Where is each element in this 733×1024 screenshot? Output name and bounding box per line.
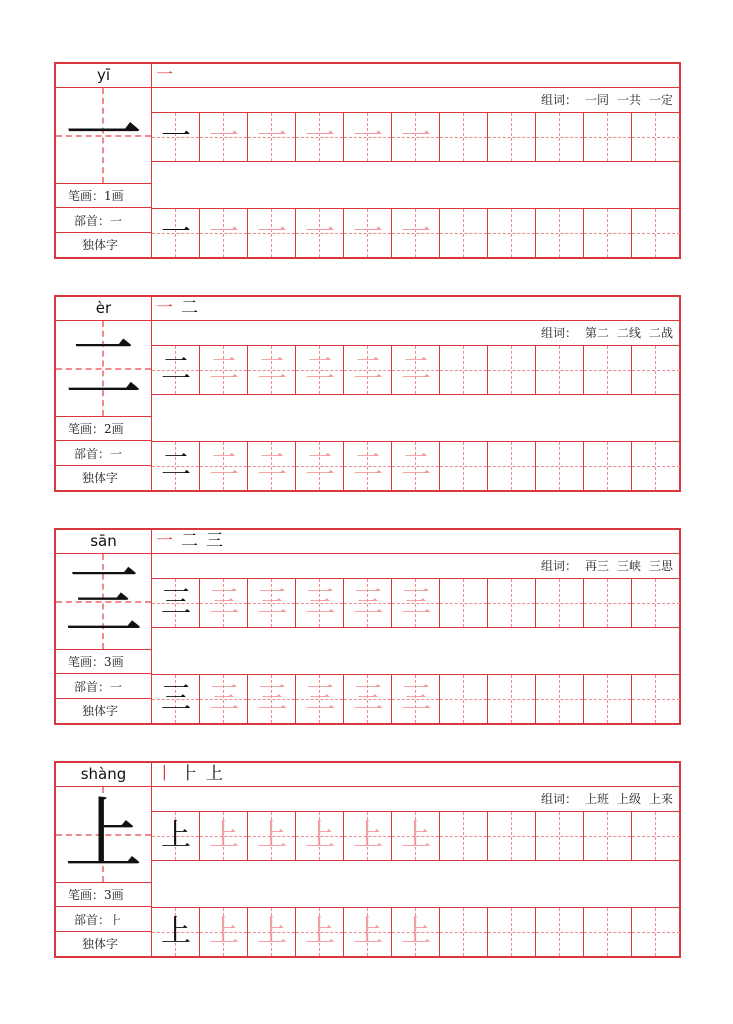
practice-cell[interactable]	[344, 113, 392, 161]
practice-cell[interactable]	[392, 675, 440, 723]
trace-glyph: 二	[353, 352, 383, 387]
big-character-box	[56, 554, 151, 650]
practice-cell[interactable]	[344, 908, 392, 956]
practice-row-bottom	[152, 441, 679, 490]
big-character: 二	[64, 324, 143, 414]
trace-glyph: 上	[401, 818, 431, 853]
practice-cell[interactable]	[248, 113, 296, 161]
practice-row-top	[152, 811, 679, 860]
practice-cell[interactable]	[200, 579, 248, 627]
word-example: 三思	[648, 559, 673, 573]
practice-cell[interactable]	[584, 675, 632, 723]
trace-glyph: 三	[305, 585, 335, 620]
big-character-box	[56, 321, 151, 417]
radical: 部首：⺊	[56, 908, 151, 932]
stroke-count: 笔画：2画	[56, 417, 151, 441]
practice-cell[interactable]	[584, 812, 632, 860]
practice-cell[interactable]	[440, 579, 488, 627]
practice-cell[interactable]	[392, 908, 440, 956]
word-example: 二线	[616, 326, 641, 340]
trace-glyph: 二	[305, 448, 335, 483]
stroke-step: ⺊	[181, 764, 198, 784]
practice-cell[interactable]	[152, 675, 200, 723]
practice-cell[interactable]	[536, 113, 584, 161]
practice-cell[interactable]	[296, 812, 344, 860]
radical: 部首：一	[56, 209, 151, 233]
practice-cell[interactable]	[392, 209, 440, 257]
word-examples	[152, 554, 679, 578]
practice-cell[interactable]	[440, 442, 488, 490]
trace-glyph: 上	[353, 914, 383, 949]
practice-cell[interactable]	[632, 442, 680, 490]
word-example: 上级	[616, 792, 641, 806]
word-example: 上来	[648, 792, 673, 806]
character-card-san	[54, 528, 681, 725]
card-left-column	[56, 763, 152, 956]
trace-glyph: 上	[257, 914, 287, 949]
practice-row-top	[152, 578, 679, 627]
example-glyph: 二	[161, 448, 191, 483]
practice-cell[interactable]	[488, 346, 536, 394]
practice-cell[interactable]	[152, 908, 200, 956]
practice-row-top	[152, 112, 679, 161]
word-example: 二战	[648, 326, 673, 340]
card-right-area	[152, 530, 679, 723]
trace-glyph: 一	[401, 215, 431, 250]
practice-cell[interactable]	[440, 812, 488, 860]
trace-glyph: 一	[401, 119, 431, 154]
practice-cell[interactable]	[440, 346, 488, 394]
practice-cell[interactable]	[536, 346, 584, 394]
stroke-order	[152, 297, 679, 321]
practice-cell[interactable]	[632, 113, 680, 161]
trace-glyph: 一	[209, 119, 239, 154]
practice-row-middle	[152, 860, 679, 907]
practice-cell[interactable]	[296, 346, 344, 394]
practice-row-bottom	[152, 907, 679, 956]
card-left-column	[56, 530, 152, 723]
zuci-label: 组词：	[540, 326, 577, 340]
character-card-shang	[54, 761, 681, 958]
trace-glyph: 上	[209, 914, 239, 949]
trace-glyph: 上	[209, 818, 239, 853]
structure: 独体字	[82, 704, 119, 718]
zuci-label: 组词：	[540, 559, 577, 573]
trace-glyph: 二	[257, 352, 287, 387]
card-left-column	[56, 64, 152, 257]
word-examples	[152, 787, 679, 811]
trace-glyph: 上	[353, 818, 383, 853]
practice-cell[interactable]	[440, 908, 488, 956]
practice-cell[interactable]	[248, 442, 296, 490]
practice-cell[interactable]	[488, 442, 536, 490]
practice-cell[interactable]	[152, 812, 200, 860]
trace-glyph: 二	[353, 448, 383, 483]
word-example: 再三	[584, 559, 609, 573]
example-glyph: 上	[161, 914, 191, 949]
example-glyph: 三	[161, 681, 191, 716]
practice-cell[interactable]	[296, 579, 344, 627]
practice-cell[interactable]	[632, 908, 680, 956]
practice-cell[interactable]	[584, 346, 632, 394]
stroke-step: 一	[156, 298, 173, 318]
trace-glyph: 二	[305, 352, 335, 387]
stroke-step: 二	[181, 531, 198, 551]
practice-cell[interactable]	[296, 442, 344, 490]
trace-glyph: 三	[209, 681, 239, 716]
radical: 部首：一	[56, 442, 151, 466]
practice-row-bottom	[152, 674, 679, 723]
stroke-order	[152, 64, 679, 88]
word-example: 一共	[616, 93, 641, 107]
word-example: 三峡	[616, 559, 641, 573]
practice-cell[interactable]	[392, 113, 440, 161]
word-example: 一定	[648, 93, 673, 107]
example-glyph: 一	[161, 119, 191, 154]
big-character: 三	[64, 557, 143, 647]
word-example: 上班	[584, 792, 609, 806]
practice-cell[interactable]	[488, 113, 536, 161]
trace-glyph: 二	[401, 448, 431, 483]
stroke-step: 一	[156, 531, 173, 551]
practice-cell[interactable]	[152, 209, 200, 257]
practice-cell[interactable]	[152, 113, 200, 161]
pinyin-label: yī	[56, 64, 151, 88]
pinyin-label: shàng	[56, 763, 151, 787]
practice-cell[interactable]	[584, 442, 632, 490]
trace-glyph: 三	[353, 585, 383, 620]
big-character: 上	[64, 790, 143, 880]
card-left-column	[56, 297, 152, 490]
example-glyph: 一	[161, 215, 191, 250]
trace-glyph: 二	[401, 352, 431, 387]
trace-glyph: 三	[257, 681, 287, 716]
practice-cell[interactable]	[152, 579, 200, 627]
practice-cell[interactable]	[200, 908, 248, 956]
practice-row-bottom	[152, 208, 679, 257]
practice-cell[interactable]	[248, 346, 296, 394]
stroke-order	[152, 530, 679, 554]
structure: 独体字	[82, 238, 119, 252]
word-example: 第二	[584, 326, 609, 340]
practice-cell[interactable]	[488, 675, 536, 723]
trace-glyph: 一	[353, 215, 383, 250]
stroke-count: 笔画：1画	[56, 184, 151, 208]
practice-cell[interactable]	[536, 209, 584, 257]
practice-cell[interactable]	[584, 209, 632, 257]
practice-row-top	[152, 345, 679, 394]
practice-cell[interactable]	[440, 209, 488, 257]
zuci-label: 组词：	[540, 792, 577, 806]
stroke-step: 三	[206, 531, 223, 551]
practice-cell[interactable]	[200, 113, 248, 161]
practice-cell[interactable]	[248, 579, 296, 627]
trace-glyph: 三	[209, 585, 239, 620]
trace-glyph: 上	[305, 818, 335, 853]
big-character-box	[56, 787, 151, 883]
trace-glyph: 一	[209, 215, 239, 250]
practice-cell[interactable]	[200, 675, 248, 723]
trace-glyph: 上	[305, 914, 335, 949]
practice-cell[interactable]	[344, 346, 392, 394]
practice-cell[interactable]	[392, 579, 440, 627]
practice-cell[interactable]	[152, 346, 200, 394]
practice-row-middle	[152, 627, 679, 674]
practice-cell[interactable]	[248, 209, 296, 257]
practice-cell[interactable]	[536, 908, 584, 956]
practice-cell[interactable]	[440, 675, 488, 723]
practice-cell[interactable]	[632, 675, 680, 723]
card-right-area	[152, 64, 679, 257]
trace-glyph: 一	[305, 215, 335, 250]
trace-glyph: 上	[401, 914, 431, 949]
structure: 独体字	[82, 471, 119, 485]
trace-glyph: 三	[401, 585, 431, 620]
pinyin-label: èr	[56, 297, 151, 321]
card-right-area	[152, 763, 679, 956]
zuci-label: 组词：	[540, 93, 577, 107]
practice-cell[interactable]	[344, 675, 392, 723]
stroke-order	[152, 763, 679, 787]
trace-glyph: 一	[257, 119, 287, 154]
stroke-step: 上	[206, 764, 223, 784]
practice-cell[interactable]	[488, 908, 536, 956]
practice-cell[interactable]	[536, 442, 584, 490]
example-glyph: 三	[161, 585, 191, 620]
practice-row-middle	[152, 161, 679, 208]
example-glyph: 二	[161, 352, 191, 387]
practice-cell[interactable]	[296, 113, 344, 161]
stroke-step: 丨	[156, 764, 173, 784]
practice-cell[interactable]	[536, 675, 584, 723]
trace-glyph: 二	[257, 448, 287, 483]
radical: 部首：一	[56, 675, 151, 699]
trace-glyph: 三	[401, 681, 431, 716]
practice-cell[interactable]	[344, 579, 392, 627]
trace-glyph: 二	[209, 352, 239, 387]
practice-cell[interactable]	[200, 209, 248, 257]
example-glyph: 上	[161, 818, 191, 853]
practice-cell[interactable]	[440, 113, 488, 161]
practice-cell[interactable]	[392, 346, 440, 394]
practice-cell[interactable]	[344, 812, 392, 860]
structure: 独体字	[82, 937, 119, 951]
practice-cell[interactable]	[632, 209, 680, 257]
practice-cell[interactable]	[632, 579, 680, 627]
practice-cell[interactable]	[344, 442, 392, 490]
trace-glyph: 二	[209, 448, 239, 483]
practice-cell[interactable]	[248, 812, 296, 860]
practice-cell[interactable]	[200, 812, 248, 860]
practice-cell[interactable]	[392, 442, 440, 490]
practice-row-middle	[152, 394, 679, 441]
trace-glyph: 一	[257, 215, 287, 250]
big-character: 一	[64, 91, 143, 181]
practice-cell[interactable]	[152, 442, 200, 490]
character-card-er	[54, 295, 681, 492]
trace-glyph: 三	[257, 585, 287, 620]
character-card-yi	[54, 62, 681, 259]
practice-cell[interactable]	[344, 209, 392, 257]
practice-cell[interactable]	[248, 675, 296, 723]
trace-glyph: 一	[305, 119, 335, 154]
stroke-step: 二	[181, 298, 198, 318]
practice-cell[interactable]	[200, 346, 248, 394]
practice-cell[interactable]	[536, 812, 584, 860]
practice-cell[interactable]	[296, 675, 344, 723]
practice-cell[interactable]	[488, 579, 536, 627]
trace-glyph: 三	[353, 681, 383, 716]
practice-cell[interactable]	[248, 908, 296, 956]
stroke-step: 一	[156, 65, 173, 85]
practice-cell[interactable]	[632, 812, 680, 860]
trace-glyph: 三	[305, 681, 335, 716]
stroke-count: 笔画：3画	[56, 883, 151, 907]
word-example: 一同	[584, 93, 609, 107]
word-examples	[152, 321, 679, 345]
practice-cell[interactable]	[488, 812, 536, 860]
trace-glyph: 一	[353, 119, 383, 154]
word-examples	[152, 88, 679, 112]
practice-cell[interactable]	[200, 442, 248, 490]
card-right-area	[152, 297, 679, 490]
trace-glyph: 上	[257, 818, 287, 853]
practice-cell[interactable]	[584, 113, 632, 161]
pinyin-label: sān	[56, 530, 151, 554]
practice-cell[interactable]	[584, 908, 632, 956]
practice-cell[interactable]	[584, 579, 632, 627]
practice-cell[interactable]	[296, 908, 344, 956]
practice-cell[interactable]	[488, 209, 536, 257]
big-character-box	[56, 88, 151, 184]
practice-cell[interactable]	[296, 209, 344, 257]
stroke-count: 笔画：3画	[56, 650, 151, 674]
practice-cell[interactable]	[392, 812, 440, 860]
practice-cell[interactable]	[632, 346, 680, 394]
practice-cell[interactable]	[536, 579, 584, 627]
